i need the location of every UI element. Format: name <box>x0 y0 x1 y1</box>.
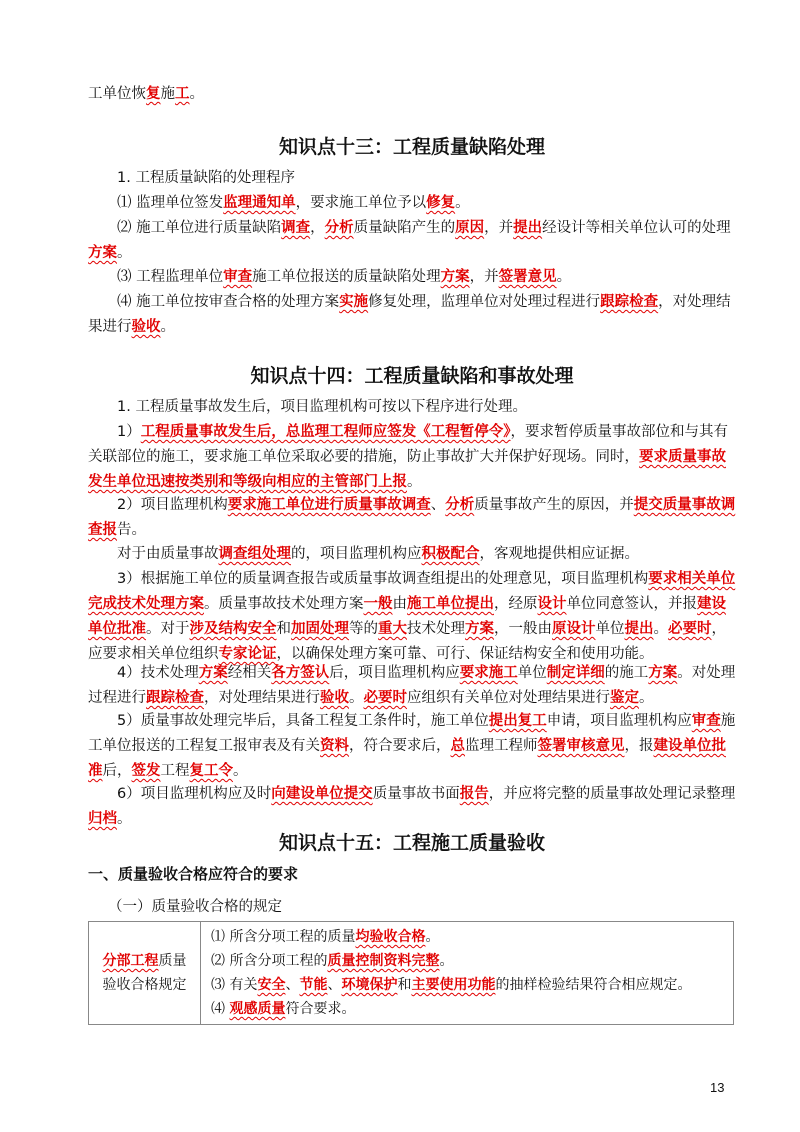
emphasis-text: 复 <box>146 86 161 102</box>
text-run: ⑴ 监理单位签发 <box>117 195 224 211</box>
table-right-cell <box>201 922 734 1025</box>
page-number: 13 <box>710 1080 725 1095</box>
emphasis-text: 观感质量 <box>229 1001 286 1017</box>
text-run: ，客观地提供相应证据。 <box>479 546 639 562</box>
s13-paragraph-1 <box>88 166 736 191</box>
s14-paragraph-1 <box>88 395 736 420</box>
emphasis-text: 加固处理 <box>291 621 349 637</box>
emphasis-text: 方案 <box>198 665 228 681</box>
emphasis-text: 调查组处理 <box>218 546 291 562</box>
table-item-1 <box>211 925 723 949</box>
s13-paragraph-3 <box>88 216 736 266</box>
left-cell-line-2 <box>93 973 196 997</box>
table-row <box>89 922 734 1025</box>
text-run: 的抽样检验结果符合相应规定。 <box>495 977 692 993</box>
text-run: 。 <box>455 195 470 211</box>
text-run: 申请，项目监理机构应 <box>546 713 692 729</box>
emphasis-text: 建设单位批准 <box>88 596 726 637</box>
text-run: 质量事故书面 <box>372 786 460 802</box>
text-run: ，要求施工单位予以 <box>295 195 427 211</box>
text-run: 验收合格规定 <box>102 977 187 993</box>
text-run: 。 <box>425 929 440 945</box>
text-run: 2）项目监理机构 <box>117 497 228 513</box>
table-item-3 <box>211 973 723 997</box>
emphasis-text: 提交质量事故调查报 <box>88 497 736 538</box>
table-left-cell <box>89 922 201 1025</box>
emphasis-text: 涉及结构安全 <box>189 621 277 637</box>
emphasis-text: 要求相关单位完成技术处理方案 <box>88 571 736 612</box>
text-run: ，对处理结果进行 <box>204 690 320 706</box>
s14-paragraph-8 <box>88 782 736 832</box>
text-run: ⑵ 所含分项工程的 <box>211 953 328 969</box>
acceptance-table <box>88 921 734 1025</box>
emphasis-text: 专家论证 <box>218 646 277 662</box>
text-run: 技术处理 <box>407 621 465 637</box>
emphasis-text: 必要时 <box>668 621 712 637</box>
emphasis-text: 工 <box>175 86 190 102</box>
text-run: 。 <box>233 763 248 779</box>
s14-paragraph-6 <box>88 661 736 711</box>
emphasis-text: 积极配合 <box>421 546 480 562</box>
text-run: 对于由质量事故 <box>117 546 219 562</box>
text-run: ，对处理结果进行 <box>88 294 731 335</box>
emphasis-text: 重大 <box>378 621 407 637</box>
emphasis-text: 方案 <box>648 665 678 681</box>
text-run: 施工单位报送的质量缺陷处理 <box>252 269 441 285</box>
emphasis-text: 环境保护 <box>341 977 398 993</box>
text-run: ⑶ 工程监理单位 <box>117 269 224 285</box>
emphasis-text: 制定详细 <box>546 665 605 681</box>
text-run: 修复处理，监理单位对处理过程进行 <box>368 294 601 310</box>
emphasis-text: 分析 <box>324 220 354 236</box>
emphasis-text: 跟踪检查 <box>146 690 204 706</box>
section-14-title: 知识点十四：工程质量缺陷和事故处理 <box>250 365 574 387</box>
text-run: ⑵ 施工单位进行质量缺陷 <box>117 220 282 236</box>
s14-paragraph-7 <box>88 709 736 784</box>
text-run: 。 <box>556 269 572 285</box>
emphasis-text: 安全 <box>257 977 286 993</box>
emphasis-text: 报告 <box>459 786 489 802</box>
text-run: 符合要求。 <box>285 1001 356 1017</box>
text-run: ，一般由 <box>494 621 552 637</box>
emphasis-text: 施工单位提出 <box>407 596 494 612</box>
text-run: 的施工 <box>604 665 649 681</box>
text-run: 工程 <box>160 763 190 779</box>
text-run: ， <box>310 220 325 236</box>
emphasis-text: 向建设单位提交 <box>271 786 373 802</box>
text-run: 4）技术处理 <box>117 665 199 681</box>
emphasis-text: 监理通知单 <box>223 195 296 211</box>
emphasis-text: 验收 <box>320 690 349 706</box>
s13-paragraph-5 <box>88 290 736 340</box>
text-run: 和 <box>397 977 412 993</box>
s13-paragraph-4 <box>88 265 736 290</box>
text-run: ⑷ 施工单位按审查合格的处理方案 <box>117 294 340 310</box>
text-run: 1. 工程质量事故发生后，项目监理机构可按以下程序进行处理。 <box>117 399 527 415</box>
text-run: ⑷ <box>211 1001 230 1017</box>
emphasis-text: 提出 <box>624 621 654 637</box>
text-run: 由 <box>392 596 407 612</box>
s14-paragraph-2 <box>88 420 736 495</box>
text-run: ，报 <box>624 738 654 754</box>
text-run: 5）质量事故处理完毕后，具备工程复工条件时，施工单位 <box>117 713 489 729</box>
text-run: 监理工程师 <box>465 738 538 754</box>
section-13-title: 知识点十三：工程质量缺陷处理 <box>278 136 545 158</box>
emphasis-text: 设计 <box>537 596 567 612</box>
text-run: ，并 <box>469 269 499 285</box>
text-run: 、 <box>327 977 342 993</box>
s13-paragraph-2 <box>88 191 736 216</box>
emphasis-text: 方案 <box>440 269 470 285</box>
subheading: 一、质量验收合格应符合的要求 <box>88 865 299 883</box>
emphasis-text: 质量控制资料完整 <box>327 953 440 969</box>
emphasis-text: 分部工程 <box>102 953 159 969</box>
text-run: 质量缺陷产生的 <box>353 220 456 236</box>
emphasis-text: 工程质量事故发生后，总监理工程师应签发《工程暂停令》 <box>140 424 511 440</box>
text-run: 质量事故产生的原因，并 <box>474 497 634 513</box>
emphasis-text: 各方签认 <box>271 665 330 681</box>
text-run: 单位 <box>517 665 547 681</box>
emphasis-text: 复工令 <box>189 763 233 779</box>
emphasis-text: 签署意见 <box>498 269 557 285</box>
text-run: 。 <box>439 953 454 969</box>
s14-paragraph-3 <box>88 493 736 543</box>
section-15-title: 知识点十五：工程施工质量验收 <box>278 832 545 854</box>
emphasis-text: 方案 <box>465 621 494 637</box>
text-run: 3）根据施工单位的质量调查报告或质量事故调查组提出的处理意见，项目监理机构 <box>117 571 649 587</box>
text-run: ，并 <box>484 220 514 236</box>
text-run: 等的 <box>349 621 378 637</box>
left-cell-line-1 <box>93 949 196 973</box>
emphasis-text: 跟踪检查 <box>600 294 659 310</box>
text-run: 。 <box>117 811 132 827</box>
text-run: ，以确保处理方案可靠、可行、保证结构安全和使用功能。 <box>276 646 654 662</box>
text-run: 施 <box>160 86 175 102</box>
emphasis-text: 实施 <box>339 294 369 310</box>
text-run: 。对于 <box>146 621 190 637</box>
emphasis-text: 鉴定 <box>610 690 639 706</box>
text-run: 。质量事故技术处理方案 <box>204 596 364 612</box>
emphasis-text: 方案 <box>88 245 117 261</box>
text-run: 。 <box>653 621 668 637</box>
emphasis-text: 验收 <box>131 319 161 335</box>
text-run: 。 <box>639 690 654 706</box>
emphasis-text: 审查 <box>691 713 721 729</box>
text-run: 单位 <box>595 621 625 637</box>
text-run: 后，项目监理机构应 <box>329 665 460 681</box>
text-run: ，符合要求后， <box>349 738 451 754</box>
text-run: 。 <box>189 86 204 102</box>
emphasis-text: 修复 <box>426 195 456 211</box>
emphasis-text: 审查 <box>223 269 253 285</box>
emphasis-text: 总 <box>450 738 465 754</box>
text-run: 经相关 <box>227 665 272 681</box>
emphasis-text: 主要使用功能 <box>411 977 496 993</box>
text-run: 。 <box>407 474 422 490</box>
text-run: 单位同意签认，并报 <box>566 596 697 612</box>
emphasis-text: 要求质量事故发生单位迅速按类别和等级向相应的主管部门上报 <box>88 449 726 490</box>
text-run: 1） <box>117 424 141 440</box>
text-run: 质量 <box>158 953 187 969</box>
s14-paragraph-4 <box>88 542 736 567</box>
text-run: 1. 工程质量缺陷的处理程序 <box>117 170 295 186</box>
text-run: 告。 <box>117 522 146 538</box>
sub-subheading: （一）质量验收合格的规定 <box>108 899 282 915</box>
emphasis-text: 要求施工单位进行质量事故调查 <box>227 497 431 513</box>
text-run: ⑶ 有关 <box>211 977 258 993</box>
emphasis-text: 提出复工 <box>488 713 547 729</box>
text-run: 、 <box>285 977 300 993</box>
text-run: 经设计等相关单位认可的处理 <box>542 220 731 236</box>
intro-paragraph <box>88 82 736 107</box>
emphasis-text: 分析 <box>445 497 475 513</box>
emphasis-text: 建设单位批准 <box>88 738 726 779</box>
text-run: 工单位恢 <box>88 86 146 102</box>
text-run: 6）项目监理机构应及时 <box>117 786 272 802</box>
text-run: ，应要求相关单位组织 <box>88 621 726 662</box>
text-run: ，经原 <box>494 596 538 612</box>
text-run: ⑴ 所含分项工程的质量 <box>211 929 356 945</box>
emphasis-text: 要求施工 <box>459 665 518 681</box>
emphasis-text: 签发 <box>131 763 161 779</box>
text-run: 和 <box>276 621 291 637</box>
table-item-2 <box>211 949 723 973</box>
emphasis-text: 原因 <box>455 220 485 236</box>
emphasis-text: 节能 <box>299 977 328 993</box>
emphasis-text: 调查 <box>281 220 311 236</box>
emphasis-text: 一般 <box>363 596 393 612</box>
text-run: 、 <box>430 497 446 513</box>
emphasis-text: 资料 <box>320 738 349 754</box>
s14-paragraph-5 <box>88 567 736 667</box>
emphasis-text: 必要时 <box>363 690 407 706</box>
text-run: ，要求暂停质量事故部位和与其有关联部位的施工，要求施工单位采取必要的措施，防止事故扩大并保护好现场。同时， <box>88 424 728 465</box>
emphasis-text: 原设计 <box>552 621 596 637</box>
text-run: 。 <box>117 245 132 261</box>
emphasis-text: 签署审核意见 <box>537 738 625 754</box>
text-run: 后， <box>102 763 132 779</box>
text-run: 施工单位报送的工程复工报审表及有关 <box>88 713 736 754</box>
emphasis-text: 归档 <box>88 811 117 827</box>
text-run: 。 <box>160 319 175 335</box>
emphasis-text: 提出 <box>513 220 543 236</box>
text-run: 应组织有关单位对处理结果进行 <box>407 690 610 706</box>
table-item-4 <box>211 997 723 1021</box>
text-run: 的，项目监理机构应 <box>291 546 422 562</box>
text-run: 。 <box>349 690 364 706</box>
text-run: 。对处理过程进行 <box>88 665 736 706</box>
emphasis-text: 均验收合格 <box>355 929 426 945</box>
text-run: ，并应将完整的质量事故处理记录整理 <box>488 786 736 802</box>
